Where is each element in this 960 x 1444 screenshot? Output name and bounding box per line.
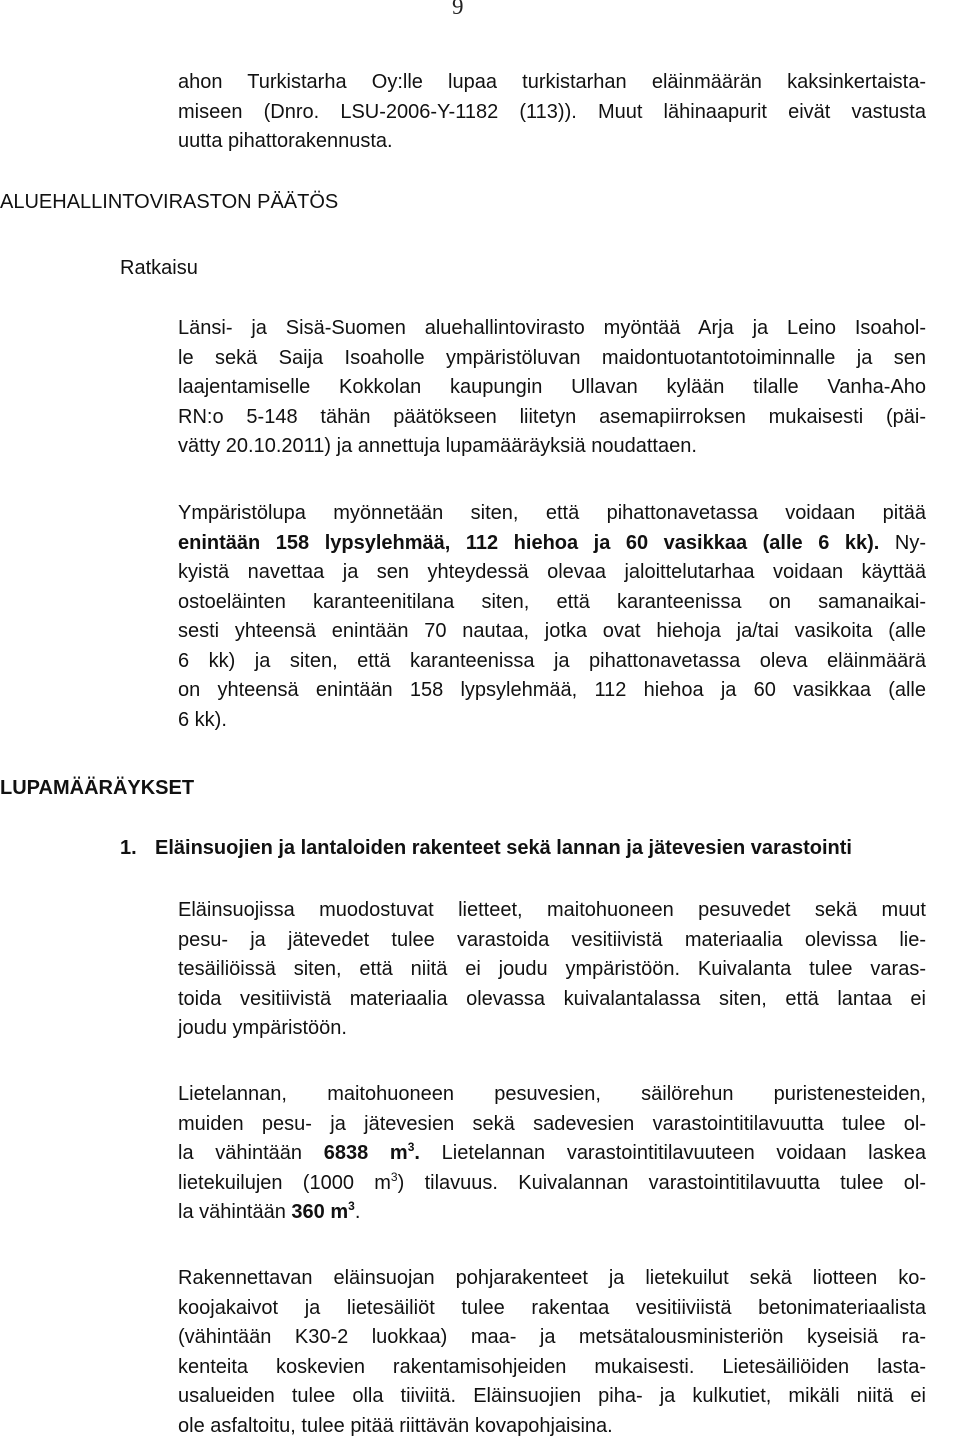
capacity-line: muiden pesu- ja jätevesien sekä sadevesien varastointitilavuutta tulee ol-	[178, 1112, 926, 1135]
storage-line: tesäiliöissä siten, että niitä ei joudu ympäristöön. Kuivalanta tulee varas-	[178, 958, 926, 980]
ratkaisu-line: Länsi- ja Sisä-Suomen aluehallintovirasto myöntää Arja ja Leino Isoahol-	[178, 317, 926, 339]
permit-line: sesti yhteensä enintään 70 nautaa, jotka ovat hiehoja ja/tai vasikoita (alle	[178, 620, 926, 642]
section-number: 1.	[120, 837, 137, 859]
permit-line: 6 kk) ja siten, että karanteenissa ja pihattonavetassa oleva eläinmäärä	[178, 649, 926, 672]
capacity-liquid-value	[324, 1142, 420, 1164]
section-title-text: Eläinsuojien ja lantaloiden rakenteet sekä lannan ja jätevesien varastointi	[155, 837, 852, 859]
ratkaisu-line: vätty 20.10.2011) ja annettuja lupamääräyksiä noudattaen.	[178, 435, 697, 457]
construction-line: ole asfaltoitu, tulee pitää riittävän kovapohjaisina.	[178, 1414, 613, 1437]
ratkaisu-line: le sekä Saija Isoaholle ympäristöluvan maidontuotantotoiminnalle ja sen	[178, 346, 926, 369]
capacity-text: la vähintään	[178, 1142, 324, 1164]
capacity-liquid-number: 6838 m	[323, 1142, 408, 1164]
capacity-text: ) tilavuus. Kuivalannan varastointitilavuutta tulee ol-	[397, 1171, 927, 1194]
construction-paragraph	[178, 1264, 926, 1441]
permit-line-bold	[178, 529, 926, 559]
construction-line: (vähintään K30-2 luokkaa) maa- ja metsätalousministeriön kyseisiä ra-	[178, 1326, 926, 1348]
capacity-period: .	[354, 1201, 361, 1223]
permit-line: ostoeläinten karanteenitilana siten, että karanteenissa on samanaikai-	[178, 590, 926, 613]
construction-line: koojakaivot ja lietesäiliöt tulee rakentaa vesitiiviistä betonimateriaalista	[178, 1296, 926, 1319]
permit-line: 6 kk).	[178, 708, 227, 731]
permit-limit-bold: enintään 158 lypsylehmää, 112 hiehoa ja 60 vasikkaa (alle 6 kk).	[178, 531, 880, 554]
capacity-text: Lietelannan varastointitilavuuteen voidaan laskea	[419, 1142, 926, 1164]
storage-paragraph	[178, 896, 926, 1044]
permit-paragraph	[178, 499, 926, 735]
permit-line: on yhteensä enintään 158 lypsylehmää, 112 hiehoa ja 60 vasikkaa (alle	[178, 679, 926, 701]
unit-superscript: 3	[348, 1199, 355, 1213]
construction-line: kenteita koskevien rakentamisohjeiden mukaisesti. Lietesäiliöiden lasta-	[178, 1355, 926, 1378]
ratkaisu-paragraph	[178, 314, 926, 462]
capacity-text: la vähintään	[178, 1201, 292, 1223]
storage-line: joudu ympäristöön.	[178, 1017, 347, 1039]
capacity-line	[178, 1198, 926, 1228]
storage-line: pesu- ja jätevedet tulee varastoida vesitiivistä materiaalia olevissa lie-	[178, 928, 926, 951]
ratkaisu-line: laajentamiselle Kokkolan kaupungin Ullavan kylään tilalle Vanha-Aho	[178, 376, 926, 398]
intro-line: miseen (Dnro. LSU-2006-Y-1182 (113)). Muut lähinaapurit eivät vastusta	[178, 100, 926, 123]
permit-line: kyistä navettaa ja sen yhteydessä olevaa jaloittelutarhaa voidaan käyttää	[178, 561, 926, 583]
ratkaisu-heading: Ratkaisu	[120, 257, 198, 279]
lupamaaraykset-heading: LUPAMÄÄRÄYKSET	[0, 777, 195, 799]
intro-line: uutta pihattorakennusta.	[178, 130, 393, 152]
storage-line: Eläinsuojissa muodostuvat lietteet, maitohuoneen pesuvedet sekä muut	[178, 899, 926, 921]
capacity-line: Lietelannan, maitohuoneen pesuvesien, säilörehun puristenesteiden,	[178, 1083, 926, 1105]
page-number: 9	[452, 0, 464, 19]
decision-heading: ALUEHALLINTOVIRASTON PÄÄTÖS	[0, 191, 339, 213]
capacity-text: lietekuilujen (1000 m	[178, 1171, 391, 1194]
capacity-period: .	[414, 1142, 420, 1164]
capacity-line	[178, 1169, 926, 1199]
construction-line: Rakennettavan eläinsuojan pohjarakenteet ja lietekuilut sekä liotteen ko-	[178, 1267, 926, 1289]
construction-line: usalueiden tulee olla tiiviitä. Eläinsuojien piha- ja kulkutiet, mikäli niitä ei	[178, 1385, 926, 1407]
permit-line-rest: Ny-	[879, 531, 926, 554]
storage-line: toida vesitiivistä materiaalia olevassa kuivalantalassa siten, että lantaa ei	[178, 987, 926, 1010]
capacity-solid-number: 360 m	[291, 1201, 349, 1223]
capacity-solid-value	[291, 1201, 354, 1223]
unit-superscript: 3	[390, 1169, 398, 1184]
ratkaisu-line: RN:o 5-148 tähän päätökseen liitetyn asemapiirroksen mukaisesti (päi-	[178, 405, 926, 428]
section-1-title	[120, 834, 852, 862]
permit-line: Ympäristölupa myönnetään siten, että pihattonavetassa voidaan pitää	[178, 502, 926, 524]
unit-superscript: 3	[407, 1140, 415, 1154]
intro-line: ahon Turkistarha Oy:lle lupaa turkistarhan eläinmäärän kaksinkertaista-	[178, 71, 926, 93]
intro-paragraph	[178, 68, 926, 157]
capacity-line	[178, 1139, 926, 1169]
capacity-paragraph	[178, 1080, 926, 1228]
